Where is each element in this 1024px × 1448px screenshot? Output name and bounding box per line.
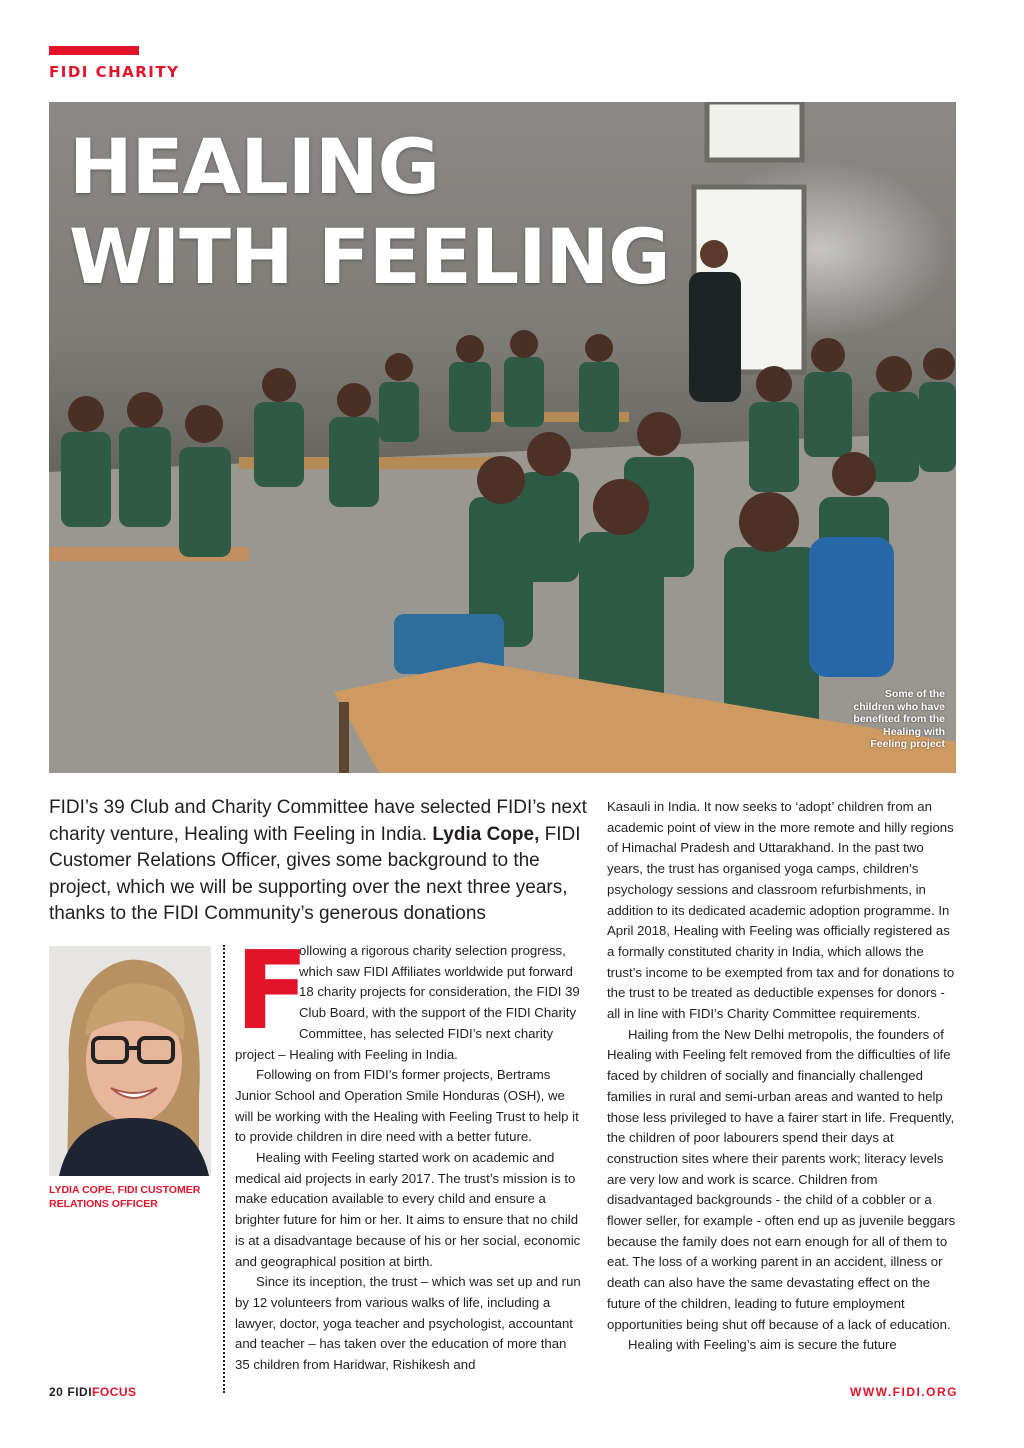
column-divider bbox=[223, 945, 225, 1393]
drop-cap: F bbox=[235, 929, 309, 1054]
section-accent-bar bbox=[49, 46, 139, 55]
body-paragraph: Healing with Feeling started work on academic and medical aid projects in early 2017. The trust’s mission is to make education available to every child and ensure a brighter future for him or her. It aims to ensure that no child is at a disadvantage because of his or her social, economic and geographical position at birth. bbox=[235, 1150, 581, 1269]
magazine-brand-focus: FOCUS bbox=[92, 1385, 137, 1399]
author-portrait bbox=[49, 946, 211, 1176]
body-paragraph: Hailing from the New Delhi metropolis, the founders of Healing with Feeling felt removed from the difficulties of life faced by children of socially and financially challenged families in rural and semi-urban areas and wanted to help those less privileged to have a fairer start in life. Frequently, the children of poor labourers spend their days at construction sites where their parents work; literacy levels are very low and work is scarce. Children from disadvantaged backgrounds - the child of a cobbler or a flower seller, for example - often end up as juvenile beggars because the family does not earn enough for all of them to eat. The loss of a working parent in an accident, illness or death can also have the same devastating effect on the future of the children, leading to future employment opportunities being shut off because of a lack of education. bbox=[607, 1026, 956, 1332]
hero-photo bbox=[49, 102, 956, 773]
website-url: WWW.FIDI.ORG bbox=[850, 1385, 958, 1399]
standfirst bbox=[49, 795, 594, 928]
portrait-illustration bbox=[49, 946, 211, 1176]
standfirst-author: Lydia Cope, bbox=[432, 823, 540, 845]
body-column-2 bbox=[607, 797, 957, 1356]
body-paragraph: ollowing a rigorous charity selection progress, which saw FIDI Affiliates worldwide put forward 18 charity projects for consideration, the FIDI 39 Club Board, with the support of the FIDI Charity Committee, has selected FIDI’s next charity project – Healing with Feeling in India. bbox=[235, 943, 580, 1062]
standfirst-text: FIDI’s 39 Club and Charity Committee have selected FIDI’s next charity venture, Healing with Feeling in India. bbox=[49, 797, 587, 845]
body-paragraph: Following on from FIDI’s former projects, Bertrams Junior School and Operation Smile Honduras (OSH), we will be working with the Healing with Feeling Trust to help it to provide children in dire need with a better future. bbox=[235, 1067, 579, 1145]
photo-caption: Some of the children who have benefited from the Healing with Feeling project bbox=[853, 688, 945, 750]
body-paragraph: Since its inception, the trust – which was set up and run by 12 volunteers from various walks of life, including a lawyer, doctor, yoga teacher and psychologist, accountant and teacher – has taken over the education of more than 35 children from Haridwar, Rishikesh and bbox=[235, 1274, 581, 1373]
page-folio bbox=[49, 1385, 137, 1399]
magazine-brand-fidi: FIDI bbox=[67, 1385, 93, 1399]
section-label: FIDI CHARITY bbox=[49, 63, 180, 81]
body-paragraph: Healing with Feeling’s aim is secure the future bbox=[628, 1337, 897, 1353]
body-column-1 bbox=[235, 929, 581, 1376]
standfirst-text-continued: FIDI Customer Relations Officer, gives some background to the project, which we will be supporting over the next three years, thanks to the FIDI Community’s generous donations bbox=[49, 823, 581, 924]
body-paragraph: Kasauli in India. It now seeks to ‘adopt’ children from an academic point of view in the more remote and hilly regions of Himachal Pradesh and Uttarakhand. In the past two years, the trust has organised yoga camps, children’s psychology sessions and classroom refurbishments, in addition to its dedicated academic adoption programme. In April 2018, Healing with Feeling was officially registered as a formally constituted charity in India, which allows the trust’s income to be exempted from tax and for donations to the trust to be treated as deductible expenses for donors - all in line with FIDI’s Charity Committee requirements. bbox=[607, 799, 955, 1022]
portrait-caption: LYDIA COPE, FIDI CUSTOMER RELATIONS OFFICER bbox=[49, 1184, 201, 1210]
article-headline: HEALING WITH FEELING bbox=[69, 122, 670, 301]
page-number: 20 bbox=[49, 1385, 64, 1399]
